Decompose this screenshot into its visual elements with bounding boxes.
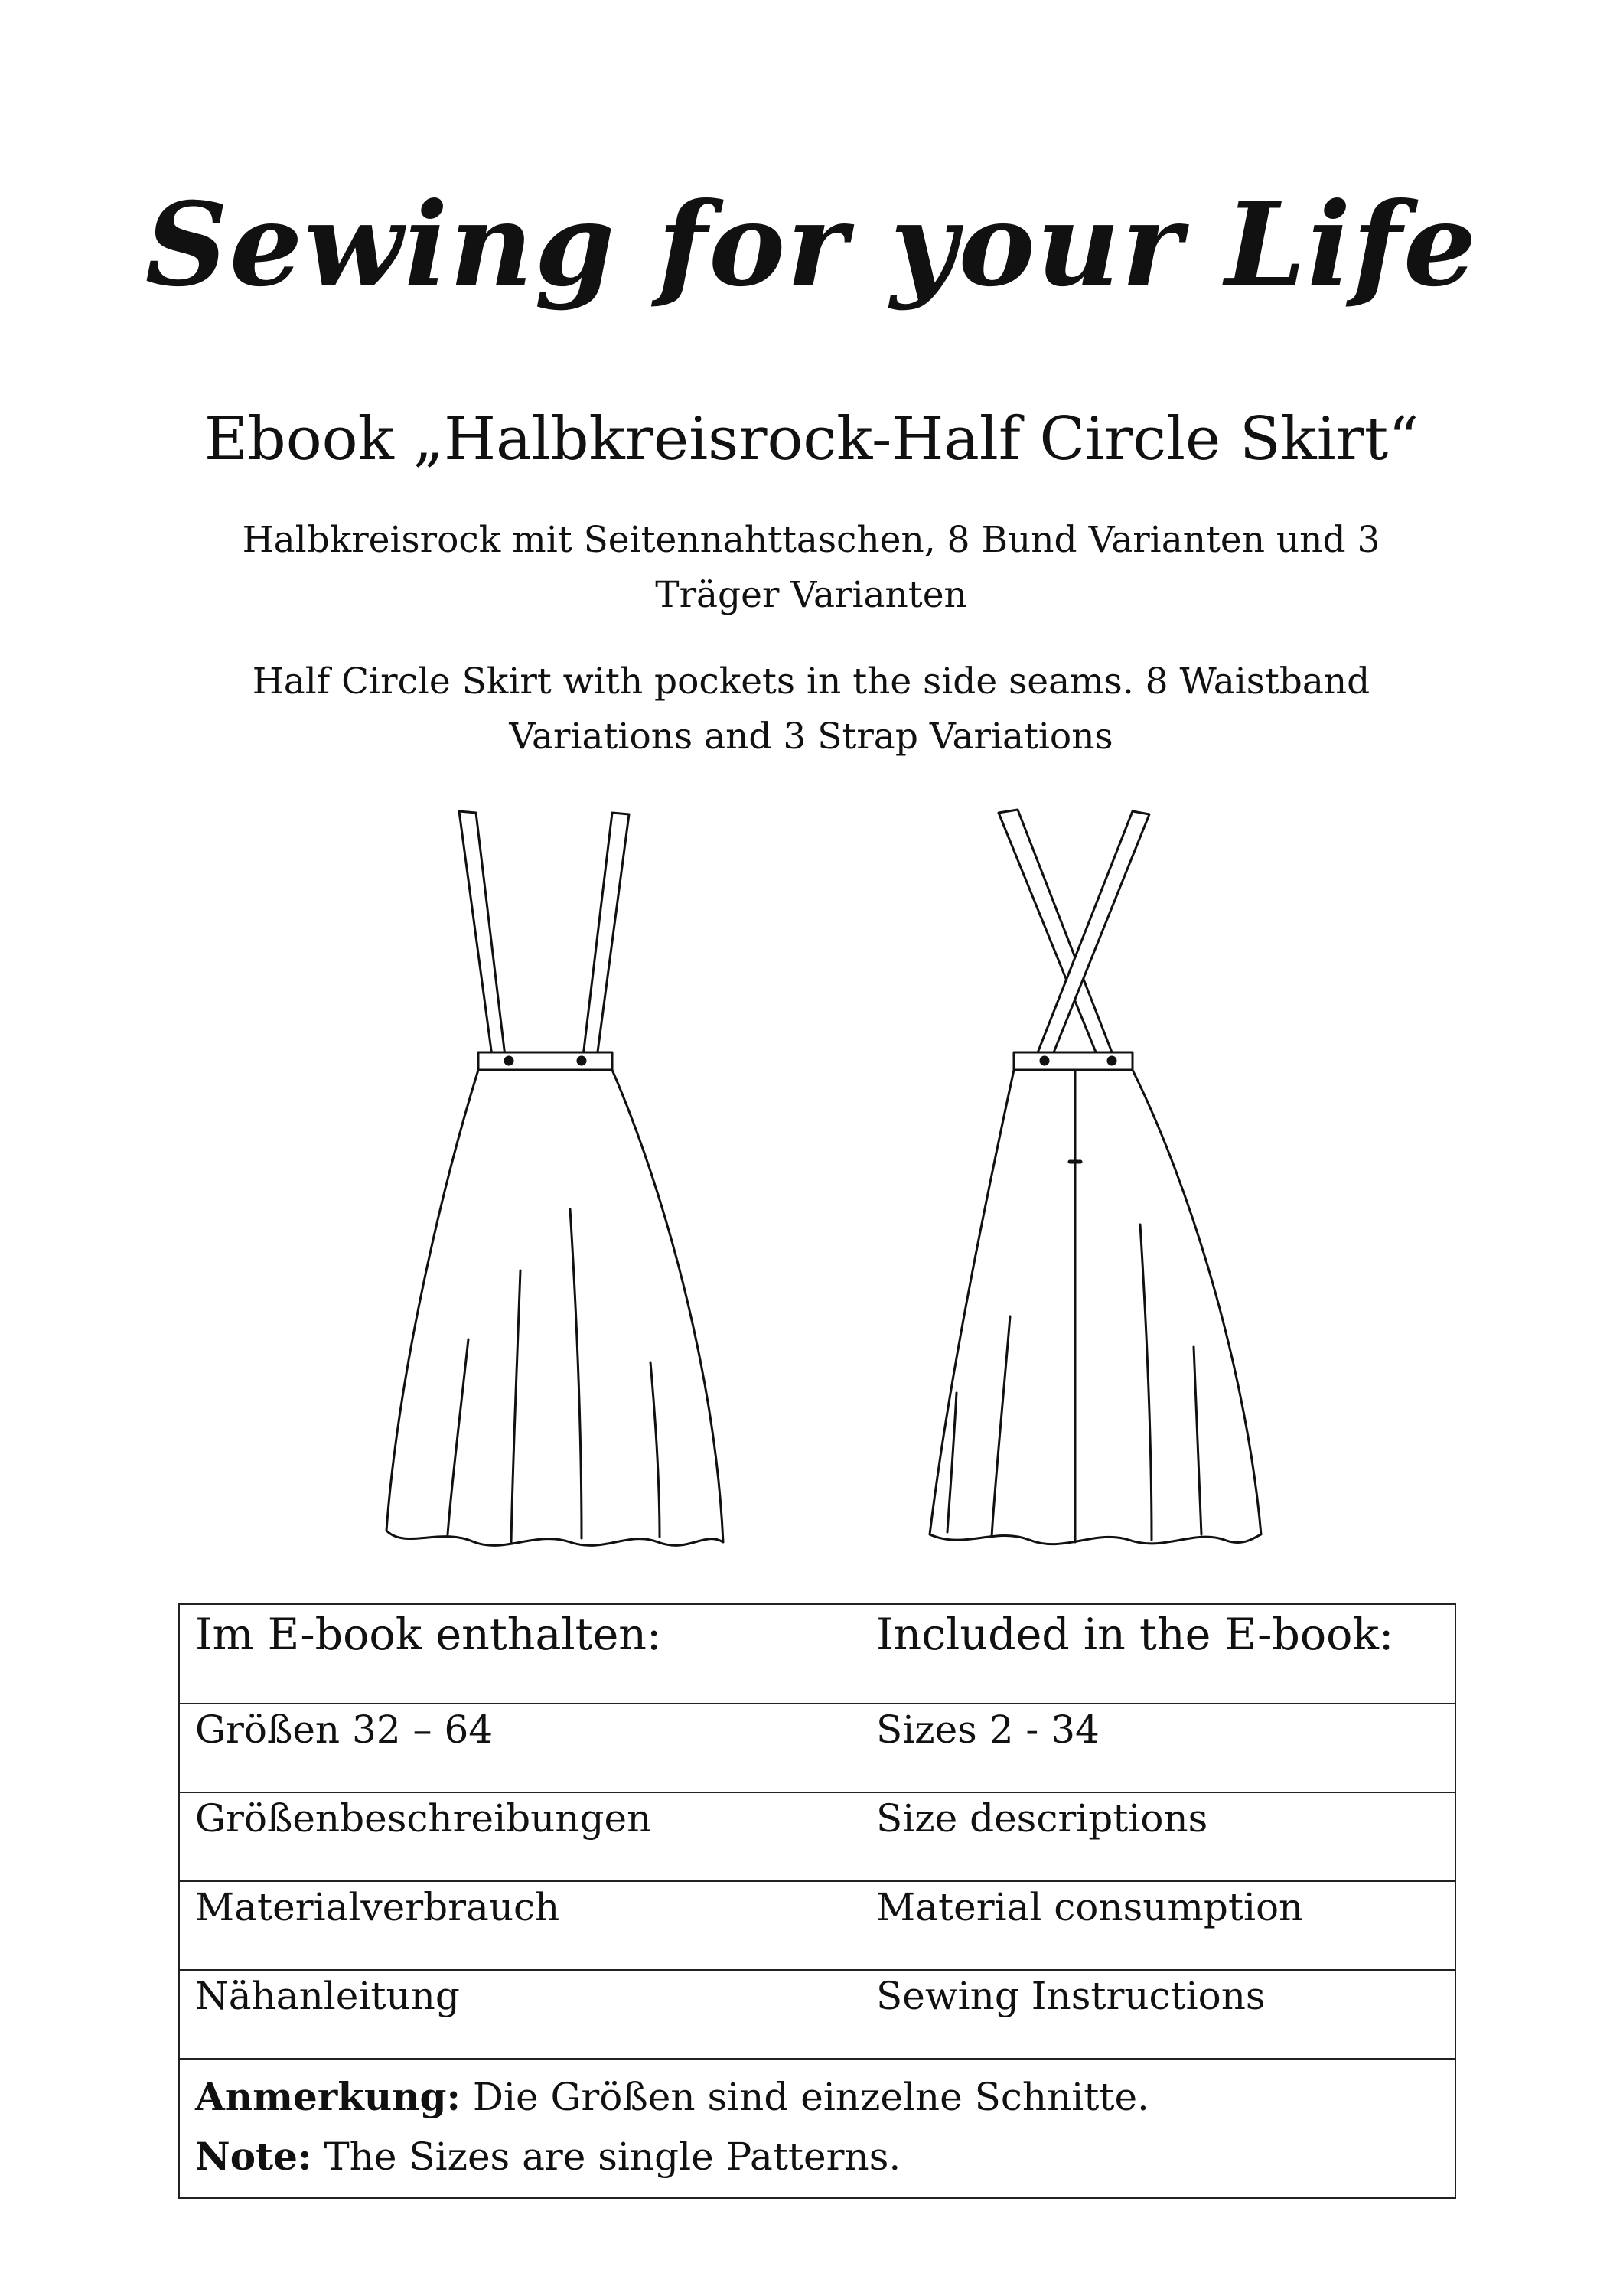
table-row (179, 1970, 1455, 2059)
row-german: Nähanleitung (179, 1970, 861, 2059)
row-english: Material consumption (861, 1881, 1455, 1970)
row-english: Size descriptions (861, 1792, 1455, 1881)
description-german: Halbkreisrock mit Seitennahttaschen, 8 Bund Varianten und 3 Träger Varianten (242, 519, 1380, 616)
skirt-back-drawing (930, 810, 1261, 1544)
note-german-text: Die Größen sind einzelne Schnitte. (460, 2075, 1149, 2119)
row-german: Materialverbrauch (179, 1881, 861, 1970)
note-row (179, 2059, 1455, 2198)
contents-table (178, 1603, 1456, 2199)
description-english: Half Circle Skirt with pockets in the side seams. 8 Waistband Variations and 3 Strap Variations (252, 660, 1370, 758)
skirt-front-drawing (386, 811, 723, 1545)
note-cell (179, 2059, 1455, 2198)
brand-title: Sewing for your Life (145, 178, 1478, 312)
table-row (179, 1881, 1455, 1970)
note-german (195, 2067, 1439, 2127)
header-german: Im E-book enthalten: (179, 1604, 861, 1704)
skirt-illustrations (0, 796, 1623, 1577)
ebook-title: Ebook „Halbkreisrock-Half Circle Skirt“ (204, 405, 1419, 474)
note-german-label: Anmerkung: (195, 2074, 461, 2119)
row-english: Sewing Instructions (861, 1970, 1455, 2059)
note-english-label: Note: (195, 2134, 312, 2179)
table-header-row (179, 1604, 1455, 1704)
row-german: Größen 32 – 64 (179, 1704, 861, 1792)
row-english: Sizes 2 - 34 (861, 1704, 1455, 1792)
note-english (195, 2127, 1439, 2187)
table-row (179, 1704, 1455, 1792)
note-english-text: The Sizes are single Patterns. (311, 2135, 901, 2179)
row-german: Größenbeschreibungen (179, 1792, 861, 1881)
header-english: Included in the E-book: (861, 1604, 1455, 1704)
table-row (179, 1792, 1455, 1881)
